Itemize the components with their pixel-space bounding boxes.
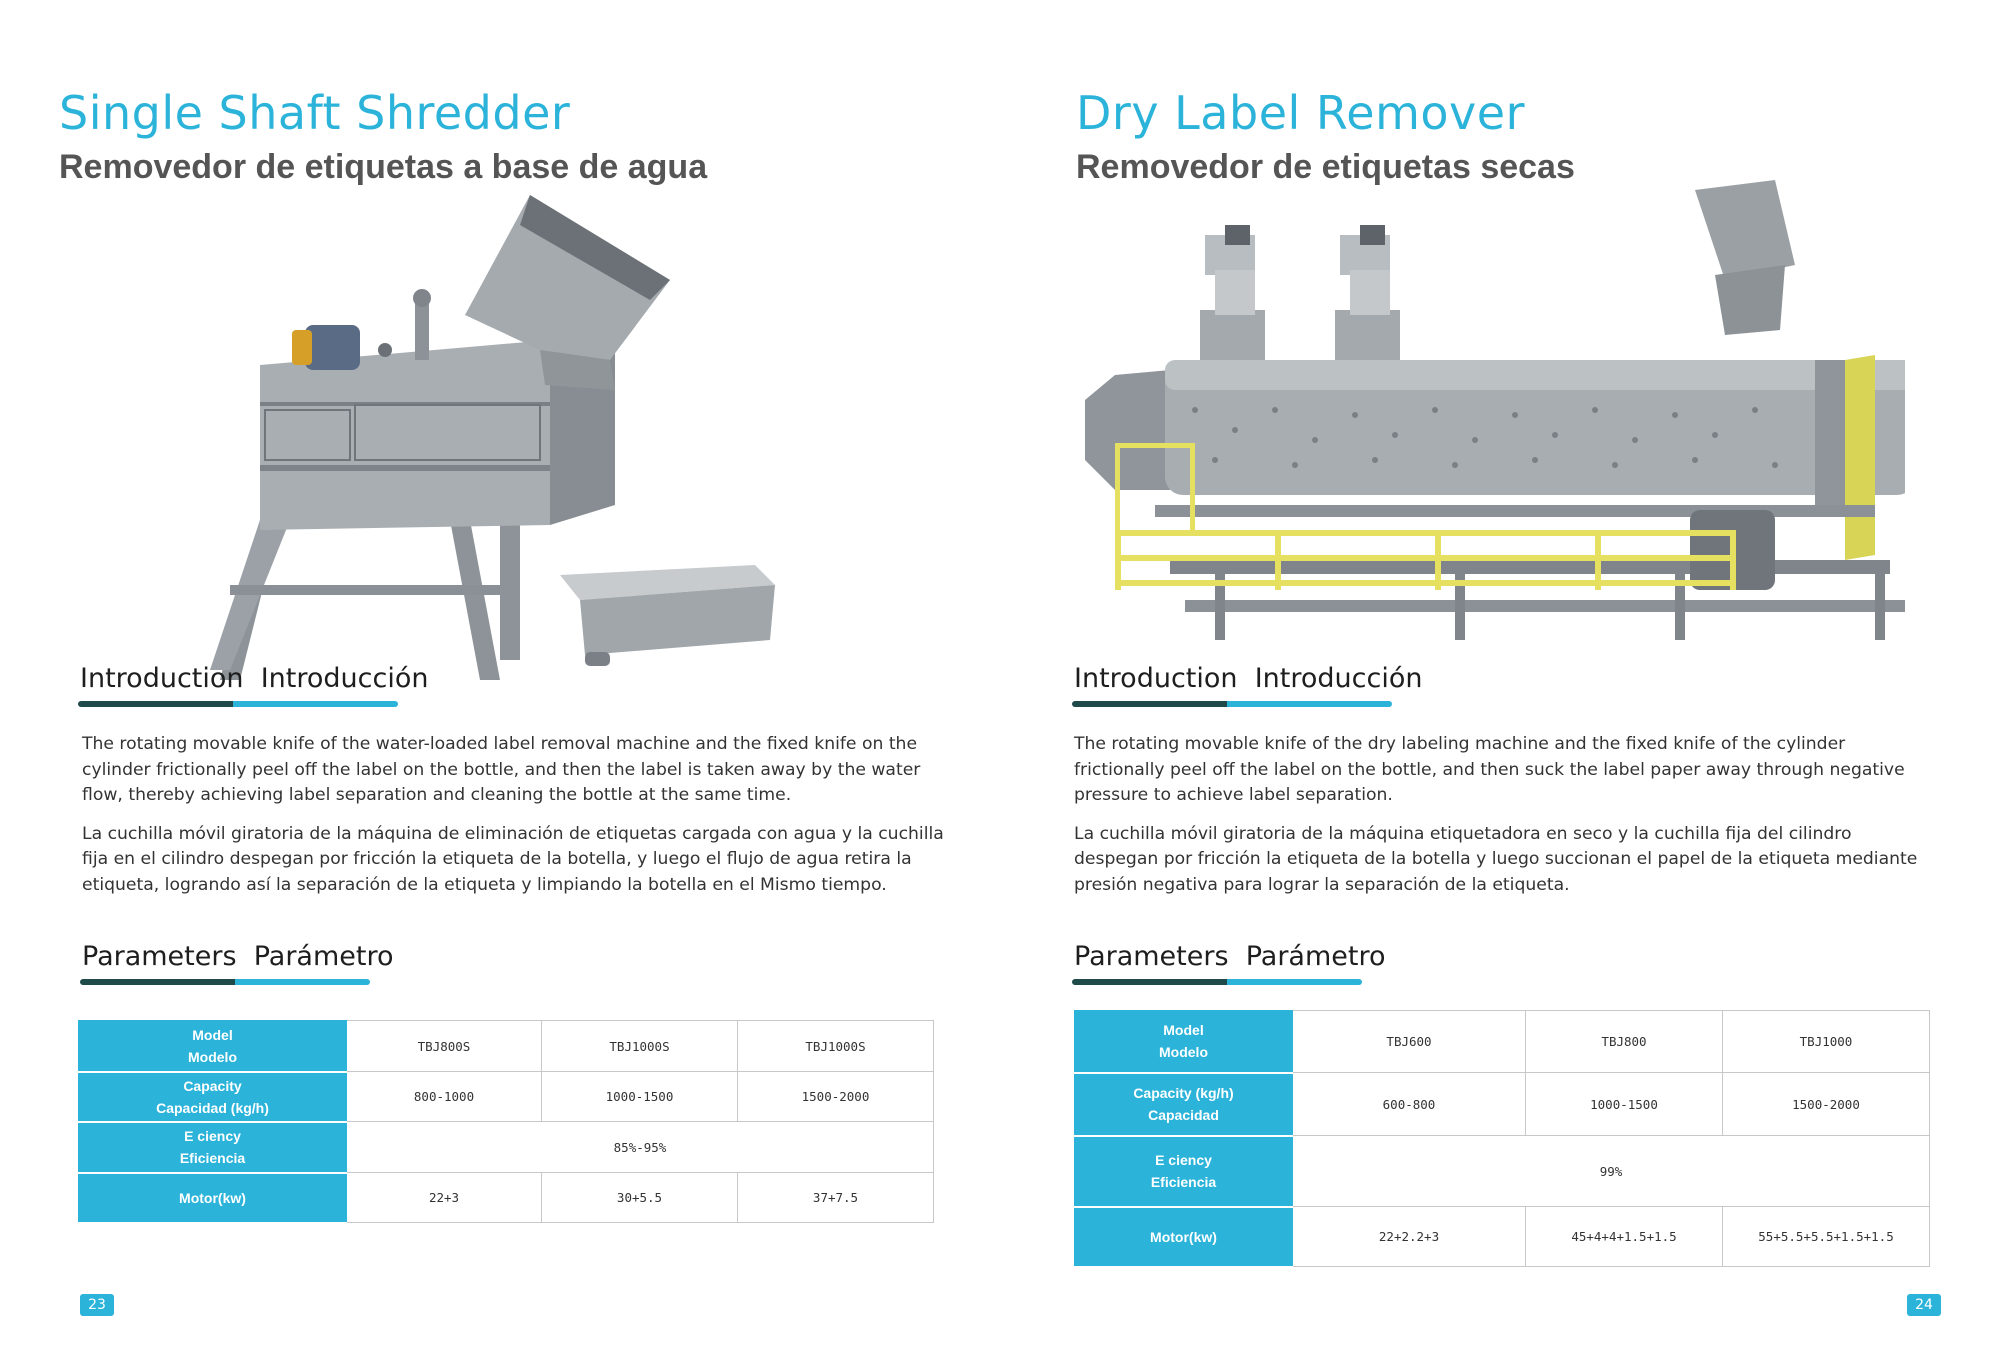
right-params-heading xyxy=(1074,941,1386,972)
motor-cell: 55+5.5+5.5+1.5+1.5 xyxy=(1723,1207,1930,1267)
model-cell: TBJ800 xyxy=(1526,1011,1723,1073)
left-title-es: Removedor de etiquetas a base de agua xyxy=(59,148,708,186)
efficiency-header: E ciency Eficiencia xyxy=(1075,1136,1293,1207)
model-header: Model Modelo xyxy=(79,1021,347,1072)
right-page-number: 24 xyxy=(1907,1294,1941,1316)
left-page-number: 23 xyxy=(80,1294,114,1316)
efficiency-cell: 99% xyxy=(1293,1136,1930,1207)
right-intro-text xyxy=(1074,732,1940,898)
right-title-es: Removedor de etiquetas secas xyxy=(1076,148,1575,186)
model-header: Model Modelo xyxy=(1075,1011,1293,1073)
table-row xyxy=(79,1173,934,1223)
left-params-table xyxy=(78,1020,934,1224)
model-cell: TBJ1000S xyxy=(542,1021,738,1072)
left-intro-text xyxy=(82,732,948,898)
table-row xyxy=(79,1122,934,1173)
left-params-heading-es: Parámetro xyxy=(253,941,394,972)
capacity-cell: 1500-2000 xyxy=(1723,1073,1930,1136)
table-row xyxy=(1075,1207,1930,1267)
right-intro-underline xyxy=(1072,701,1392,707)
motor-header: Motor(kw) xyxy=(1075,1207,1293,1267)
left-intro-en: The rotating movable knife of the water-loaded label removal machine and the fixed knife on the cylinder frictionally peel off the label on the bottle, and then the label is taken away by the water flow, thereby achieving label separation and cleaning the bottle at the same time. xyxy=(82,734,921,805)
right-title-en: Dry Label Remover xyxy=(1076,86,1525,140)
capacity-cell: 600-800 xyxy=(1293,1073,1526,1136)
capacity-cell: 1000-1500 xyxy=(542,1072,738,1122)
left-params-heading-en: Parameters xyxy=(82,941,237,972)
right-params-heading-es: Parámetro xyxy=(1245,941,1386,972)
left-machine-photo xyxy=(200,190,800,685)
motor-cell: 22+3 xyxy=(347,1173,542,1223)
motor-cell: 22+2.2+3 xyxy=(1293,1207,1526,1267)
table-row xyxy=(79,1021,934,1072)
table-row xyxy=(1075,1136,1930,1207)
left-intro-heading-es: Introducción xyxy=(260,663,429,694)
right-params-heading-en: Parameters xyxy=(1074,941,1229,972)
capacity-header: Capacity Capacidad (kg/h) xyxy=(79,1072,347,1122)
efficiency-cell: 85%-95% xyxy=(347,1122,934,1173)
right-params-table xyxy=(1074,1010,1930,1268)
capacity-header: Capacity (kg/h) Capacidad xyxy=(1075,1073,1293,1136)
left-intro-underline xyxy=(78,701,398,707)
right-machine-photo xyxy=(1075,160,1905,680)
motor-cell: 37+7.5 xyxy=(738,1173,934,1223)
left-intro-es: La cuchilla móvil giratoria de la máquina de eliminación de etiquetas cargada con agua y la cuchilla fija en el cilindro despegan por fricción la etiqueta de la botella, y luego el flujo de agua retira la etiqueta, logrando así la separación de la etiqueta y limpiando la botella en el Mismo tiempo. xyxy=(82,823,944,895)
model-cell: TBJ600 xyxy=(1293,1011,1526,1073)
model-cell: TBJ800S xyxy=(347,1021,542,1072)
right-intro-heading-en: Introduction xyxy=(1074,663,1238,694)
right-intro-heading xyxy=(1074,663,1422,694)
right-intro-es: La cuchilla móvil giratoria de la máquina etiquetadora en seco y la cuchilla fija del cilindro despegan por fricción la etiqueta de la botella y luego succionan el papel de la etiqueta mediante presión negativa para lograr la separación de la etiqueta. xyxy=(1074,823,1918,895)
model-cell: TBJ1000S xyxy=(738,1021,934,1072)
left-params-heading xyxy=(82,941,394,972)
capacity-cell: 1500-2000 xyxy=(738,1072,934,1122)
right-intro-en: The rotating movable knife of the dry labeling machine and the fixed knife of the cylinder frictionally peel off the label on the bottle, and then suck the label paper away through negative pressure to achieve label separation. xyxy=(1074,734,1905,805)
model-cell: TBJ1000 xyxy=(1723,1011,1930,1073)
right-params-underline xyxy=(1072,979,1362,985)
table-row xyxy=(1075,1073,1930,1136)
motor-cell: 30+5.5 xyxy=(542,1173,738,1223)
left-params-underline xyxy=(80,979,370,985)
table-row xyxy=(79,1072,934,1122)
motor-cell: 45+4+4+1.5+1.5 xyxy=(1526,1207,1723,1267)
efficiency-header: E ciency Eficiencia xyxy=(79,1122,347,1173)
left-intro-heading-en: Introduction xyxy=(80,663,244,694)
capacity-cell: 1000-1500 xyxy=(1526,1073,1723,1136)
right-intro-heading-es: Introducción xyxy=(1254,663,1423,694)
left-title-en: Single Shaft Shredder xyxy=(59,86,571,140)
left-intro-heading xyxy=(80,663,428,694)
table-row xyxy=(1075,1011,1930,1073)
capacity-cell: 800-1000 xyxy=(347,1072,542,1122)
motor-header: Motor(kw) xyxy=(79,1173,347,1223)
